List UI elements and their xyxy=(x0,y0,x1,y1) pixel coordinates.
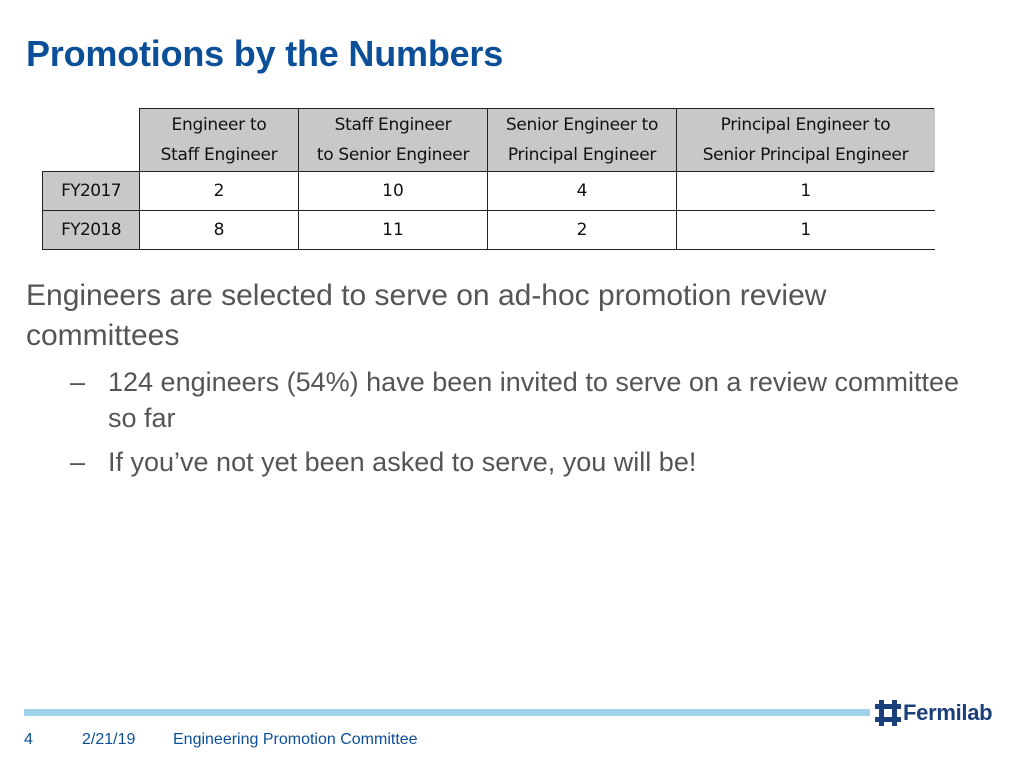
row-label: FY2018 xyxy=(43,211,140,250)
table-header-row xyxy=(43,109,935,172)
column-header-line: to Senior Engineer xyxy=(316,145,470,165)
footer-date: 2/21/19 xyxy=(82,731,136,748)
column-header xyxy=(488,109,677,172)
promotions-table xyxy=(42,108,935,250)
column-header-line: Senior Engineer to xyxy=(505,115,659,135)
row-label: FY2017 xyxy=(43,172,140,211)
footer-divider-bar xyxy=(24,709,870,716)
column-header-line: Principal Engineer xyxy=(507,145,657,165)
dash-bullet-marker: – xyxy=(70,447,86,477)
column-header-line: Senior Principal Engineer xyxy=(702,145,909,165)
table-cell: 11 xyxy=(299,211,488,250)
column-header xyxy=(140,109,299,172)
fermilab-logo-icon xyxy=(875,700,901,726)
sub-bullet-text: 124 engineers (54%) have been invited to serve on a review committee so far xyxy=(108,367,959,433)
table-cell: 10 xyxy=(299,172,488,211)
table-cell: 2 xyxy=(140,172,299,211)
table-row xyxy=(43,172,935,211)
table-cell: 1 xyxy=(677,172,935,211)
table-cell: 2 xyxy=(488,211,677,250)
sub-bullet xyxy=(70,364,968,436)
column-header-line: Engineer to xyxy=(171,115,267,135)
footer-event-title: Engineering Promotion Committee xyxy=(173,731,418,748)
column-header-line: Principal Engineer to xyxy=(720,115,891,135)
sub-bullet xyxy=(70,444,968,480)
table-cell: 4 xyxy=(488,172,677,211)
column-header-line: Staff Engineer xyxy=(160,145,278,165)
sub-bullet-text: If you’ve not yet been asked to serve, you will be! xyxy=(108,447,697,477)
bullet-main: Engineers are selected to serve on ad-hoc promotion review committees xyxy=(26,279,827,352)
logo-wordmark: Fermilab xyxy=(903,700,993,725)
table-cell: 1 xyxy=(677,211,935,250)
table-cell: 8 xyxy=(140,211,299,250)
table-row xyxy=(43,211,935,250)
fermilab-logo xyxy=(875,699,992,727)
table-corner-cell xyxy=(43,109,140,172)
column-header-line: Staff Engineer xyxy=(334,115,452,135)
column-header xyxy=(677,109,935,172)
column-header xyxy=(299,109,488,172)
slide-title: Promotions by the Numbers xyxy=(26,33,504,74)
dash-bullet-marker: – xyxy=(70,367,86,397)
page-number: 4 xyxy=(24,731,33,748)
bullet-list xyxy=(26,276,986,480)
